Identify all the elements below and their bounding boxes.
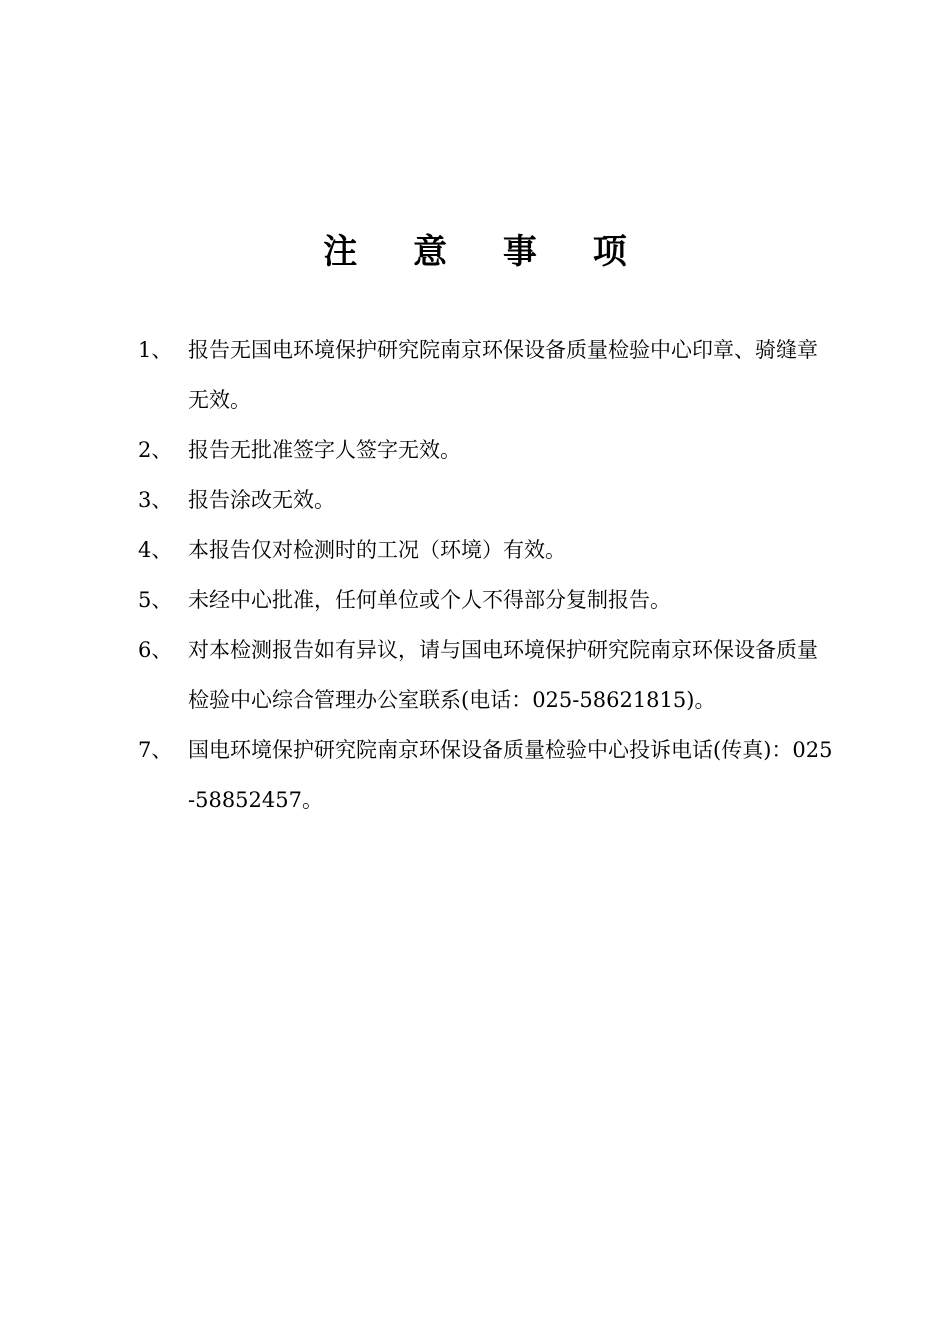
notice-item <box>138 625 838 725</box>
notice-item <box>138 325 838 425</box>
notice-list <box>138 325 838 825</box>
notice-number: 7、 <box>138 738 173 762</box>
notice-text: 报告无批准签字人签字无效。 <box>188 438 461 462</box>
notice-text: 报告涂改无效。 <box>188 488 335 512</box>
notice-item <box>138 525 838 575</box>
notice-item <box>138 475 838 525</box>
notice-number: 3、 <box>138 488 173 512</box>
notice-number: 5、 <box>138 588 173 612</box>
page-title: 注 意 事 项 <box>323 232 649 272</box>
notice-item <box>138 575 838 625</box>
notice-item <box>138 425 838 475</box>
notice-text: 本报告仅对检测时的工况（环境）有效。 <box>188 538 566 562</box>
notice-number: 1、 <box>138 338 173 362</box>
notice-item <box>138 725 838 825</box>
notice-number: 6、 <box>138 638 173 662</box>
notice-text: 国电环境保护研究院南京环保设备质量检验中心投诉电话(传真)：025-58852457。 <box>188 738 833 812</box>
notice-number: 4、 <box>138 538 173 562</box>
notice-text: 对本检测报告如有异议，请与国电环境保护研究院南京环保设备质量检验中心综合管理办公室联系(电话：025-58621815)。 <box>188 638 818 712</box>
notice-number: 2、 <box>138 438 173 462</box>
notice-text: 未经中心批准，任何单位或个人不得部分复制报告。 <box>188 588 671 612</box>
notice-text: 报告无国电环境保护研究院南京环保设备质量检验中心印章、骑缝章无效。 <box>188 338 818 412</box>
